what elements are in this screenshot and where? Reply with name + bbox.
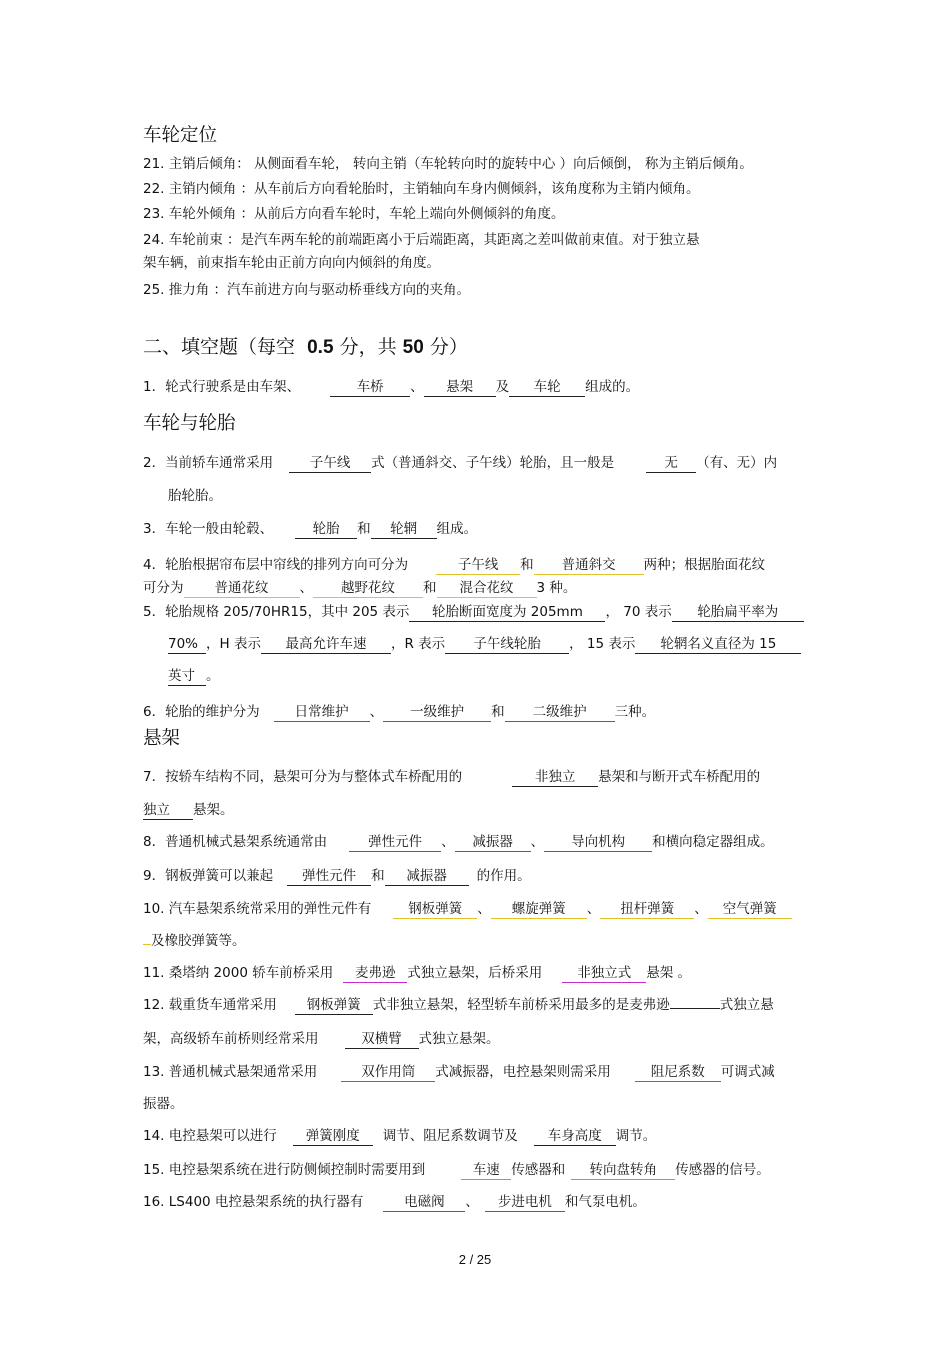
q-text: 组成的。 (585, 379, 640, 395)
q-text: 式独立悬架。 (418, 1031, 500, 1047)
q-text: 12. 载重货车通常采用 (143, 997, 277, 1013)
q-text: 三种。 (614, 704, 656, 720)
q-text: 传感器的信号。 (675, 1162, 770, 1178)
answer-blank: 英寸 (168, 668, 206, 686)
answer-blank: 非独立式 (562, 965, 646, 983)
answer-blank: 普通花纹 (184, 580, 300, 598)
section-heading-fill-in (143, 334, 468, 361)
question-5-line3 (168, 667, 220, 686)
q-text: 。 (206, 668, 220, 684)
question-7-line2 (143, 801, 234, 820)
answer-blank: 轮胎断面宽度为 205mm (409, 604, 605, 622)
q-text: 式减振器，电控悬架则需采用 (435, 1064, 611, 1080)
answer-blank: 弹性元件 (287, 868, 371, 886)
answer-blank: 子午线轮胎 (445, 636, 569, 654)
page-number: 2 / 25 (458, 1252, 492, 1267)
question-4-line2 (143, 579, 576, 598)
question-16 (143, 1193, 646, 1212)
answer-blank: 阻尼系数 (635, 1064, 721, 1082)
q-text: 14. 电控悬架可以进行 (143, 1128, 277, 1144)
section-heading-wheel-tire: 车轮与轮胎 (143, 413, 236, 434)
q-text: 8．普通机械式悬架系统通常由 (143, 834, 328, 850)
question-2 (143, 454, 777, 473)
q-text: 和气泵电机。 (564, 1194, 646, 1210)
q-text: 式非独立悬架，轻型轿车前桥采用最多的是麦弗逊 (372, 997, 670, 1013)
answer-blank: 70% (168, 636, 206, 654)
answer-blank: 最高允许车速 (261, 636, 391, 654)
q-text: 11. 桑塔纳 2000 轿车前桥采用 (143, 965, 334, 981)
q-text: 两种；根据胎面花纹 (643, 557, 766, 573)
q-text: 16. LS400 电控悬架系统的执行器有 (143, 1194, 364, 1210)
section-heading-wheel-alignment: 车轮定位 (143, 125, 218, 146)
q-text: 组成。 (436, 521, 478, 537)
q-text: 7．按轿车结构不同，悬架可分为与整体式车桥配用的 (143, 769, 463, 785)
q-text: 、 (530, 834, 545, 850)
q-text: 和 (520, 557, 534, 573)
question-7 (143, 768, 760, 787)
q-text: 3 种。 (536, 580, 577, 596)
answer-blank: 轮胎扁平率为 (672, 604, 804, 622)
q-text: 和横向稳定器组成。 (652, 834, 774, 850)
answer-blank: 电磁阀 (383, 1194, 465, 1212)
def-24-line1: 24. 车轮前束 ：是汽车两车轮的前端距离小于后端距离，其距离之差叫做前束值。对于独立悬 (143, 232, 700, 248)
q-text: 9．钢板弹簧可以兼起 (143, 868, 274, 884)
answer-blank: 一级维护 (383, 704, 491, 722)
def-22: 22. 主销内倾角 ：从车前后方向看轮胎时，主销轴向车身内侧倾斜，该角度称为主销内倾角。 (143, 181, 700, 197)
def-25: 25. 推力角 ：汽车前进方向与驱动桥垂线方向的夹角。 (143, 282, 471, 298)
answer-blank: 导向机构 (544, 834, 652, 852)
q-text: 悬架。 (193, 802, 234, 818)
q-text: 6．轮胎的维护分为 (143, 704, 260, 720)
q-text: 式独立悬架，后桥采用 (407, 965, 543, 981)
q-text: 和 (491, 704, 505, 720)
q-text: 式独立悬 (719, 997, 774, 1013)
answer-blank-empty (670, 1008, 720, 1009)
def-23: 23. 车轮外倾角 ：从前后方向看车轮时，车轮上端向外侧倾斜的角度。 (143, 206, 565, 222)
q-text: 10. 汽车悬架系统常采用的弹性元件有 (143, 901, 372, 917)
q-text: 4．轮胎根据帘布层中帘线的排列方向可分为 (143, 557, 409, 573)
answer-blank: 空气弹簧 (708, 901, 792, 919)
q-text: 及橡胶弹簧等。 (151, 933, 246, 949)
answer-blank: 越野花纹 (313, 580, 423, 598)
question-3 (143, 520, 477, 539)
q-text: 调节、阻尼系数调节及 (382, 1128, 518, 1144)
answer-blank: 螺旋弹簧 (491, 901, 587, 919)
heading-text: 二、填空题（每空 (143, 336, 296, 358)
answer-blank: 日常维护 (274, 704, 370, 722)
q-text: ，R 表示 (390, 636, 446, 652)
q-text: 、 (477, 901, 491, 917)
q-text: 的作用。 (476, 868, 531, 884)
question-1 (143, 378, 639, 397)
question-5-line2 (168, 635, 801, 654)
q-text: 5．轮胎规格 205/70HR15，其中 205 表示 (143, 604, 410, 620)
q-text: ， 70 表示 (605, 604, 672, 620)
question-13 (143, 1063, 775, 1082)
q-text: 及 (495, 379, 510, 395)
heading-text-end: 分） (429, 336, 468, 358)
answer-blank: 车轮 (509, 379, 585, 397)
question-5 (143, 603, 804, 622)
answer-blank: 扭杆弹簧 (600, 901, 694, 919)
q-text: 可调式减 (720, 1064, 775, 1080)
question-15 (143, 1161, 770, 1180)
answer-blank: 轮胎 (295, 521, 357, 539)
q-text: 、 (586, 901, 601, 917)
answer-blank: 普通斜交 (534, 557, 644, 575)
answer-blank-tail (143, 944, 151, 945)
q-text: 1．轮式行驶系是由车架、 (143, 379, 301, 395)
answer-blank: 弹性元件 (349, 834, 441, 852)
q-text: 可分为 (143, 580, 184, 596)
q-text: 和 (357, 521, 371, 537)
answer-blank: 车身高度 (534, 1128, 616, 1146)
q-text: （有、无）内 (696, 455, 778, 471)
section-heading-suspension: 悬架 (143, 728, 181, 749)
q-text: 、 (465, 1194, 479, 1210)
question-8 (143, 833, 774, 852)
answer-blank: 弹簧刚度 (293, 1128, 373, 1146)
answer-blank: 混合花纹 (437, 580, 537, 598)
question-14 (143, 1127, 656, 1146)
heading-total: 50 (402, 337, 424, 358)
q-text: 3．车轮一般由轮毂、 (143, 521, 274, 537)
answer-blank: 双横臂 (345, 1031, 419, 1049)
question-10 (143, 900, 792, 919)
q-text: ，H 表示 (206, 636, 261, 652)
q-text: 传感器和 (511, 1162, 566, 1178)
q-text: 和 (371, 868, 385, 884)
answer-blank: 车速 (461, 1162, 511, 1180)
q-text: 2．当前轿车通常采用 (143, 455, 274, 471)
question-6 (143, 703, 655, 722)
answer-blank: 子午线 (436, 557, 520, 575)
answer-blank: 轮辋名义直径为 15 (635, 636, 801, 654)
q-text: 、 (441, 834, 455, 850)
answer-blank: 麦弗逊 (343, 965, 407, 983)
question-12-line2 (143, 1030, 500, 1049)
q-text: 、 (299, 580, 313, 596)
heading-score: 0.5 (307, 337, 334, 358)
def-24-line2: 架车辆，前束指车轮由正前方向向内倾斜的角度。 (143, 255, 440, 271)
q-text: 、 (410, 379, 424, 395)
answer-blank: 非独立 (512, 769, 598, 787)
answer-blank: 子午线 (289, 455, 371, 473)
q-text: ， 15 表示 (569, 636, 636, 652)
def-21: 21. 主销后倾角： 从侧面看车轮， 转向主销（车轮转向时的旋转中心 ）向后倾倒， 称为主销后倾角。 (143, 156, 753, 172)
q-text: 、 (369, 704, 384, 720)
answer-blank: 钢板弹簧 (393, 901, 477, 919)
q-text: 悬架和与断开式车桥配用的 (598, 769, 761, 785)
question-13-line2: 振器。 (143, 1096, 184, 1112)
q-text: 和 (423, 580, 437, 596)
heading-text-mid: 分，共 (339, 336, 397, 358)
q-text: 13. 普通机械式悬架通常采用 (143, 1064, 318, 1080)
q-text: 15. 电控悬架系统在进行防侧倾控制时需要用到 (143, 1162, 426, 1178)
q-text: 调节。 (615, 1128, 657, 1144)
question-4 (143, 556, 765, 575)
q-text: 式（普通斜交、子午线）轮胎，且一般是 (371, 455, 615, 471)
answer-blank: 钢板弹簧 (295, 997, 373, 1015)
q-text: 悬架 。 (646, 965, 691, 981)
question-2-line2: 胎轮胎。 (168, 488, 222, 504)
answer-blank: 减振器 (455, 834, 531, 852)
question-9 (143, 867, 531, 886)
q-text: 、 (694, 901, 708, 917)
question-11 (143, 964, 691, 983)
answer-blank: 步进电机 (485, 1194, 565, 1212)
answer-blank: 双作用筒 (341, 1064, 435, 1082)
answer-blank: 轮辋 (371, 521, 437, 539)
answer-blank: 独立 (143, 802, 193, 820)
answer-blank: 二级维护 (505, 704, 615, 722)
answer-blank: 转向盘转角 (571, 1162, 675, 1180)
question-10-line2 (143, 932, 246, 950)
answer-blank: 无 (646, 455, 696, 473)
q-text: 架，高级轿车前桥则经常采用 (143, 1031, 319, 1047)
question-12 (143, 996, 774, 1015)
answer-blank: 减振器 (385, 868, 469, 886)
answer-blank: 悬架 (424, 379, 496, 397)
answer-blank: 车桥 (330, 379, 410, 397)
